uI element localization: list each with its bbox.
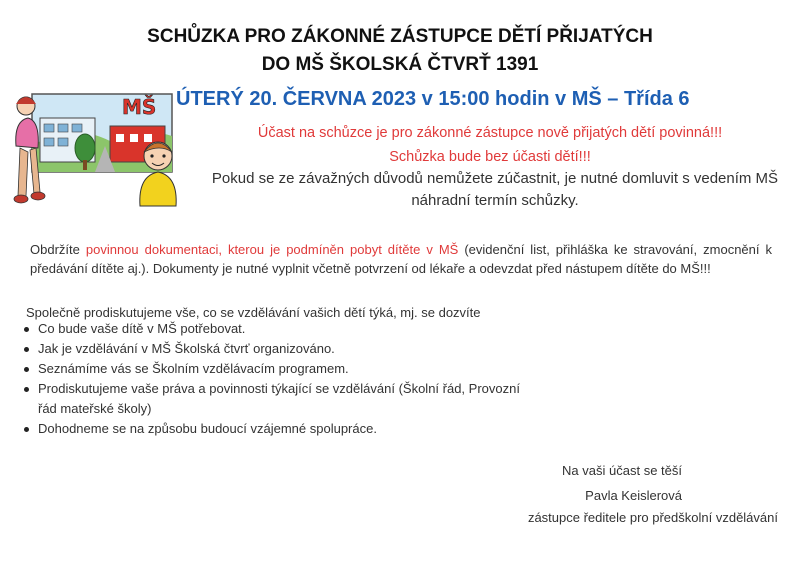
list-item: Co bude vaše dítě v MŠ potřebovat. xyxy=(22,319,558,339)
ms-logo: MŠ xyxy=(122,95,157,119)
list-item: Dohodneme se na způsobu budoucí vzájemné spolupráce. xyxy=(22,419,558,439)
kindergarten-illustration xyxy=(10,86,182,211)
signature-name: Pavla Keislerová xyxy=(585,488,682,503)
signature-role: zástupce ředitele pro předškolní vzdělávání xyxy=(527,510,778,525)
agenda-list xyxy=(22,319,558,439)
list-item: Seznámíme vás se Školním vzdělávacím programem. xyxy=(22,359,558,379)
title-line-1: SCHŮZKA PRO ZÁKONNÉ ZÁSTUPCE DĚTÍ PŘIJATÝCH xyxy=(147,26,653,47)
mandatory-notice: Účast na schůzce je pro zákonné zástupce nově přijatých dětí povinná!!! xyxy=(257,125,723,141)
documents-highlight: povinnou dokumentaci, kterou je podmíněn pobyt dítěte v MŠ xyxy=(85,242,459,257)
no-children-notice: Schůzka bude bez účasti dětí!!! xyxy=(389,149,591,165)
reschedule-info: Pokud se ze závažných důvodů nemůžete zúčastnit, je nutné domluvit s vedením MŠ náhradní termín schůzky. xyxy=(211,170,779,209)
list-item: Jak je vzdělávání v MŠ Školská čtvrť organizováno. xyxy=(22,339,558,359)
agenda-intro: Společně prodiskutujeme vše, co se vzdělávání vašich dětí týká, mj. se dozvíte xyxy=(26,305,481,320)
documents-suffix: (evidenční list, přihláška ke stravování, zmocnění k předávání dítěte aj.). Dokumenty je nutné vyplnit včetně potvrzení od lékaře a odevzdat před nástupem dítěte do MŠ!!! xyxy=(30,242,772,276)
title-line-2: DO MŠ ŠKOLSKÁ ČTVRŤ 1391 xyxy=(261,54,539,75)
list-item: Prodiskutujeme vaše práva a povinnosti týkající se vzdělávání (Školní řád, Provozní řád mateřské školy) xyxy=(22,379,528,419)
signature-greeting: Na vaši účast se těší xyxy=(562,463,682,478)
documents-prefix: Obdržíte xyxy=(30,242,86,257)
documents-paragraph xyxy=(30,240,772,278)
meeting-date: ÚTERÝ 20. ČERVNA 2023 v 15:00 hodin v MŠ – Třída 6 xyxy=(176,88,690,110)
